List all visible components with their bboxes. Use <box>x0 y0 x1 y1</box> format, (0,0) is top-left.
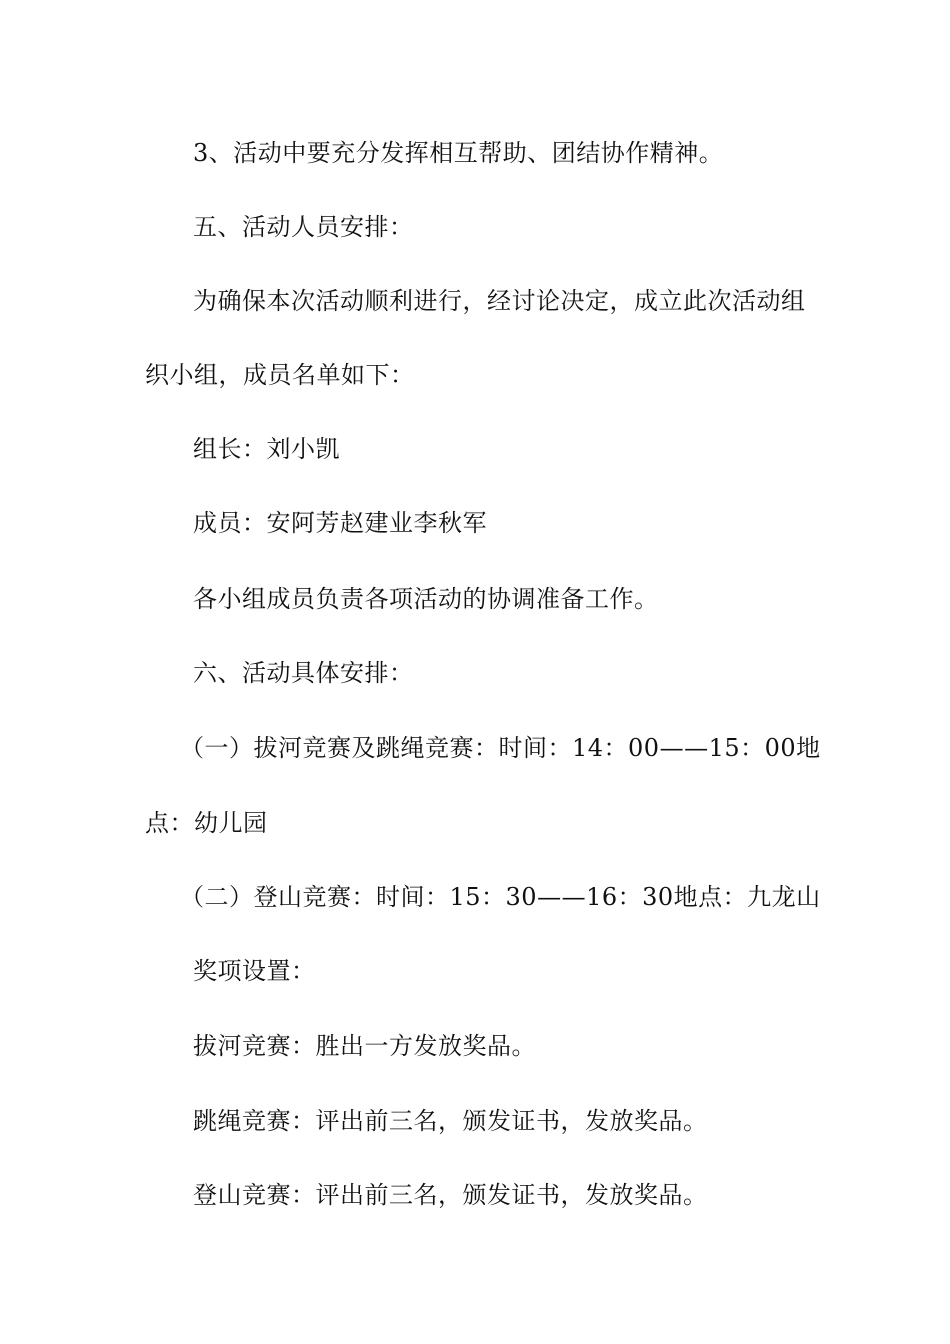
paragraph-line: 跳绳竞赛：评出前三名，颁发证书，发放奖品。 <box>193 1107 708 1135</box>
paragraph-line: 点：幼儿园 <box>145 809 268 837</box>
paragraph-line: 各小组成员负责各项活动的协调准备工作。 <box>193 585 659 613</box>
paragraph-line: 3、活动中要充分发挥相互帮助、团结协作精神。 <box>193 139 724 167</box>
paragraph-line: （一）拔河竞赛及跳绳竞赛：时间：14：00——15：00地 <box>180 734 821 762</box>
paragraph-line: 登山竞赛：评出前三名，颁发证书，发放奖品。 <box>193 1181 708 1209</box>
paragraph-line: 组长：刘小凯 <box>193 435 340 463</box>
section-heading: 五、活动人员安排： <box>193 213 414 241</box>
paragraph-line: 奖项设置： <box>193 957 316 985</box>
paragraph-line: （二）登山竞赛：时间：15：30——16：30地点：九龙山 <box>180 883 821 911</box>
paragraph-line: 拔河竞赛：胜出一方发放奖品。 <box>193 1032 536 1060</box>
paragraph-line: 织小组，成员名单如下： <box>145 361 415 389</box>
section-heading: 六、活动具体安排： <box>193 659 414 687</box>
paragraph-line: 为确保本次活动顺利进行，经讨论决定，成立此次活动组 <box>193 287 806 315</box>
paragraph-line: 成员：安阿芳赵建业李秋军 <box>193 509 487 537</box>
